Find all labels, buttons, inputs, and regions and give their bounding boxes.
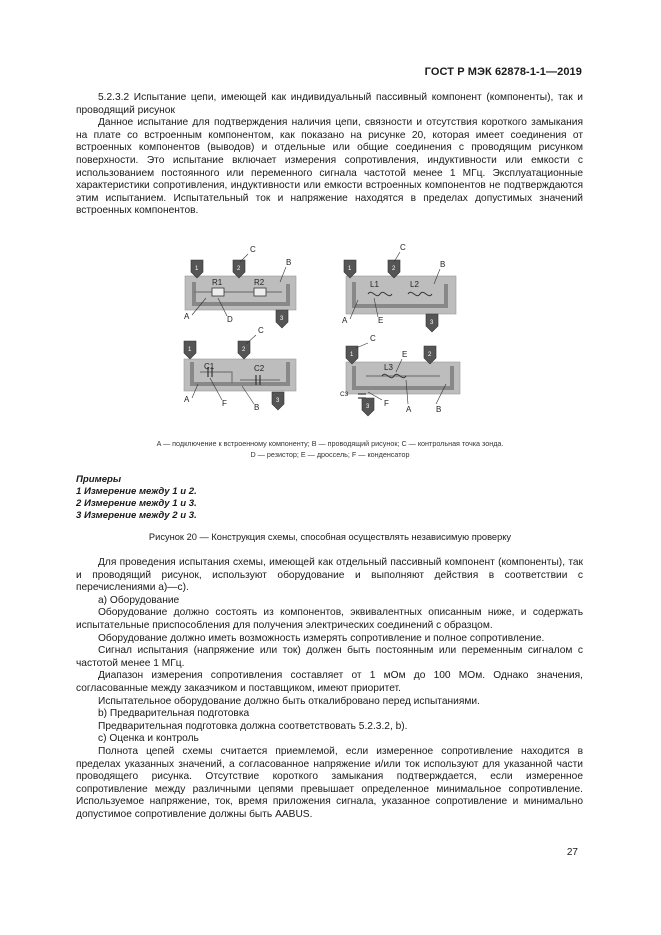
pin3-label: 3 [280,316,284,322]
body-paragraph: Предварительная подготовка должна соответствовать 5.2.3.2, b). [98,720,408,732]
l1-label: L1 [370,280,379,289]
label-d: D [227,315,233,324]
label-b: B [440,260,446,269]
label-c: C [370,334,376,343]
pin3-label: 3 [430,320,434,326]
body-paragraph: Оборудование должно состоять из компонентов, эквивалентных описанным ниже, и содержать испытательные приспособления для получения электрических соединений с образцом. [76,607,583,631]
pin2-label: 2 [428,352,432,358]
label-b: B [254,403,260,412]
example-item: 2 Измерение между 1 и 3. [76,498,197,509]
figure-legend [60,438,600,460]
pin3-label: 3 [366,404,370,410]
body-paragraph: Оборудование должно иметь возможность измерять сопротивление и полное сопротивление. [98,632,545,644]
label-e: E [378,316,384,325]
section-heading: 5.2.3.2 Испытание цепи, имеющей как индивидуальный пассивный компонент (компоненты), так и проводящий рисунок [76,92,583,116]
examples-block [76,474,197,522]
label-b: B [436,405,442,414]
pin1-label: 1 [188,347,192,353]
body-paragraph: Испытательное оборудование должно быть откалибровано перед испытаниями. [98,695,480,707]
label-f: F [384,399,389,408]
c1-label: C1 [204,362,215,371]
label-e: E [402,350,408,359]
legend-line-2: D — резистор; E — дроссель; F — конденсатор [250,450,410,459]
label-a: A [184,312,190,321]
subheading-preparation: b) Предварительная подготовка [98,708,250,720]
body-paragraph: Для проведения испытания схемы, имеющей как отдельный пассивный компонент (компоненты), так и проводящий рисунок, используют оборудование и выполняют действия в соответствии с перечислениями а)—с). [76,557,583,594]
l2-label: L2 [410,280,419,289]
example-item: 3 Измерение между 2 и 3. [76,510,197,521]
subheading-equipment: а) Оборудование [98,594,180,606]
pin2-label: 2 [392,266,396,272]
body-paragraph: Сигнал испытания (напряжение или ток) должен быть постоянным или переменным сигналом с частотой менее 1 МГц. [76,645,583,669]
pin3-label: 3 [276,398,280,404]
r2-label: R2 [254,278,265,287]
pin2-label: 2 [242,347,246,353]
page-number: 27 [566,847,578,858]
body-paragraph: Полнота цепей схемы считается приемлемой, если измеренное сопротивление находится в пределах указанных значений, а согласованное напряжение и/или ток используют для указанной части проводящего рисунка. Отсутствие короткого замыкания подтверждается, если измеренное сопротивление между различными цепями превышает определенное минимальное сопротивление. Используемое напряжение, ток, время приложения сигнала, указанное сопротивление и минимально допустимое сопротивление должны быть AABUS. [76,745,583,820]
r1-label: R1 [212,278,223,287]
label-a: A [184,395,190,404]
label-a: A [342,316,348,325]
legend-line-1: A — подключение к встроенному компоненту; B — проводящий рисунок; C — контрольная точка зонда. [156,439,504,448]
figure-caption: Рисунок 20 — Конструкция схемы, способная осуществлять независимую проверку [148,532,512,542]
intro-paragraph: Данное испытание для подтверждения наличия цепи, связности и отсутствия короткого замыкания на плате со встроенным компонентом, как показано на рисунке 20, которая имеет соединения от встроенных компонентов (выводов) и отдельные или общие соединения с проводящим рисунком поверхности. Это испытание включает измерения сопротивления, индуктивности или емкости с использованием постоянного или переменного сигнала частотой менее 1 МГц. Эксплуатационные характеристики сопротивления, индуктивности или емкости встроенных компонентов не подтверждаются этим испытанием. Испытательный ток и напряжение находятся в пределах допустимых значений встроенных компонентов. [76,117,583,217]
c3-label: C3 [340,391,349,398]
body-paragraph: Диапазон измерения сопротивления составляет от 1 мОм до 100 МОм. Однако значения, согласованные между заказчиком и поставщиком, имеют приоритет. [76,670,583,694]
body-section [76,557,583,821]
c2-label: C2 [254,364,265,373]
l3-label: L3 [384,363,393,372]
subheading-evaluation: с) Оценка и контроль [98,733,199,745]
document-header: ГОСТ Р МЭК 62878-1-1—2019 [424,66,582,78]
pin1-label: 1 [350,352,354,358]
label-c: C [250,245,256,254]
pin2-label: 2 [237,266,241,272]
intro-section [76,92,583,218]
label-a: A [406,405,412,414]
example-item: 1 Измерение между 1 и 2. [76,486,197,497]
label-f: F [222,399,227,408]
examples-title: Примеры [76,474,122,485]
label-c: C [258,326,264,335]
label-c: C [400,244,406,252]
label-b: B [286,258,292,267]
pin1-label: 1 [348,266,352,272]
figure-20-diagram [170,244,470,424]
pin1-label: 1 [195,266,199,272]
